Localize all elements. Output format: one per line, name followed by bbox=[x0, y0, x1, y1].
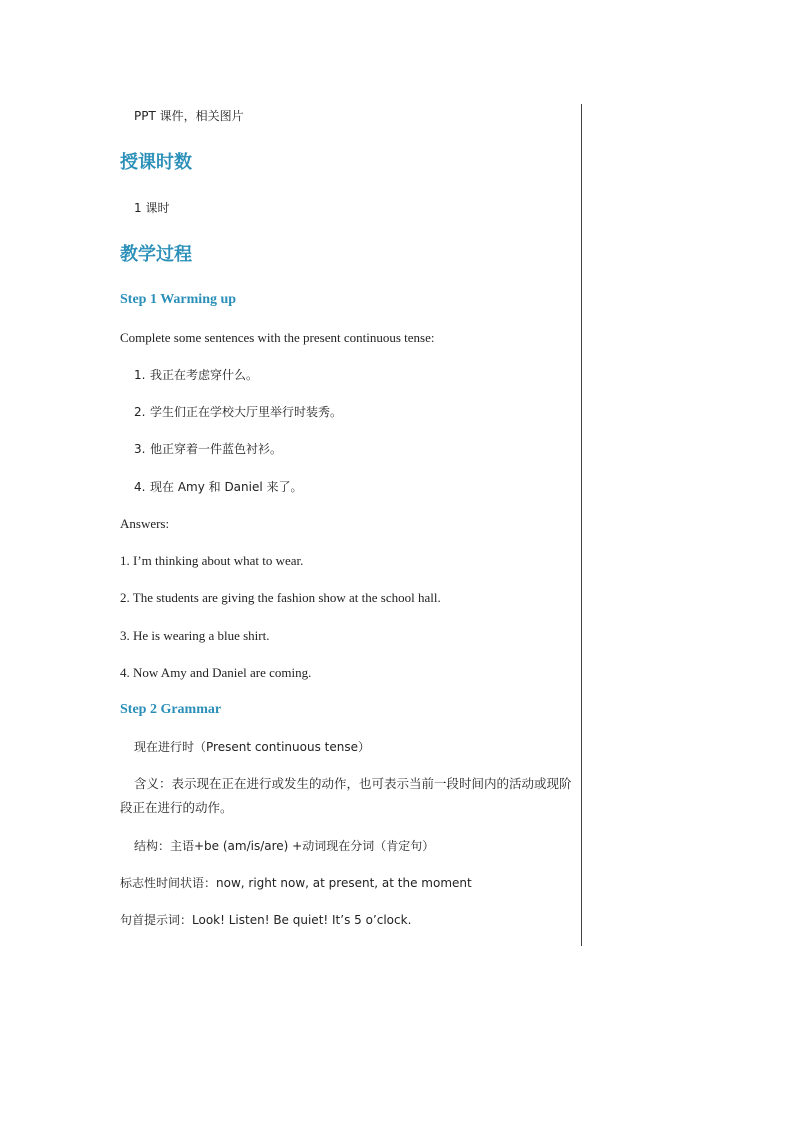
list-item-number: 4. bbox=[134, 480, 146, 494]
list-item-text: 我正在考虑穿什么。 bbox=[150, 368, 259, 382]
step1-title: Step 1 Warming up bbox=[120, 292, 237, 307]
list-item-text: 他正穿着一件蓝色衬衫。 bbox=[150, 442, 283, 456]
right-border-line bbox=[581, 104, 582, 946]
answer-line: 1. I’m thinking about what to wear. bbox=[120, 553, 304, 568]
materials-line: PPT 课件，相关图片 bbox=[134, 109, 244, 123]
answers-label: Answers: bbox=[120, 516, 170, 531]
list-item bbox=[134, 366, 258, 384]
time-markers: 标志性时间状语：now, right now, at present, at the moment bbox=[120, 876, 472, 890]
list-item-text: 学生们正在学校大厅里举行时装秀。 bbox=[150, 405, 343, 419]
grammar-meaning: 含义：表示现在正在进行或发生的动作，也可表示当前一段时间内的活动或现阶段正在进行的动作。 bbox=[120, 776, 572, 815]
list-item bbox=[134, 440, 282, 458]
list-item-text: 现在 Amy 和 Daniel 来了。 bbox=[150, 480, 303, 494]
hours-value: 1 课时 bbox=[134, 201, 170, 215]
step1-instruction: Complete some sentences with the present continuous tense: bbox=[120, 330, 435, 345]
answer-line: 3. He is wearing a blue shirt. bbox=[120, 628, 270, 643]
heading-teaching-process: 教学过程 bbox=[120, 244, 192, 265]
list-item-number: 1. bbox=[134, 368, 146, 382]
list-item bbox=[134, 403, 342, 421]
answer-line: 2. The students are giving the fashion show at the school hall. bbox=[120, 590, 441, 605]
list-item-number: 3. bbox=[134, 442, 146, 456]
sentence-cues: 句首提示词：Look! Listen! Be quiet! It’s 5 o’clock. bbox=[120, 913, 412, 927]
heading-teaching-hours: 授课时数 bbox=[120, 152, 192, 173]
grammar-structure: 结构：主语+be (am/is/are) +动词现在分词（肯定句） bbox=[134, 839, 435, 853]
grammar-topic: 现在进行时（Present continuous tense） bbox=[134, 740, 370, 754]
step2-title: Step 2 Grammar bbox=[120, 702, 222, 717]
answer-line: 4. Now Amy and Daniel are coming. bbox=[120, 665, 312, 680]
list-item-number: 2. bbox=[134, 405, 146, 419]
list-item bbox=[134, 478, 303, 496]
